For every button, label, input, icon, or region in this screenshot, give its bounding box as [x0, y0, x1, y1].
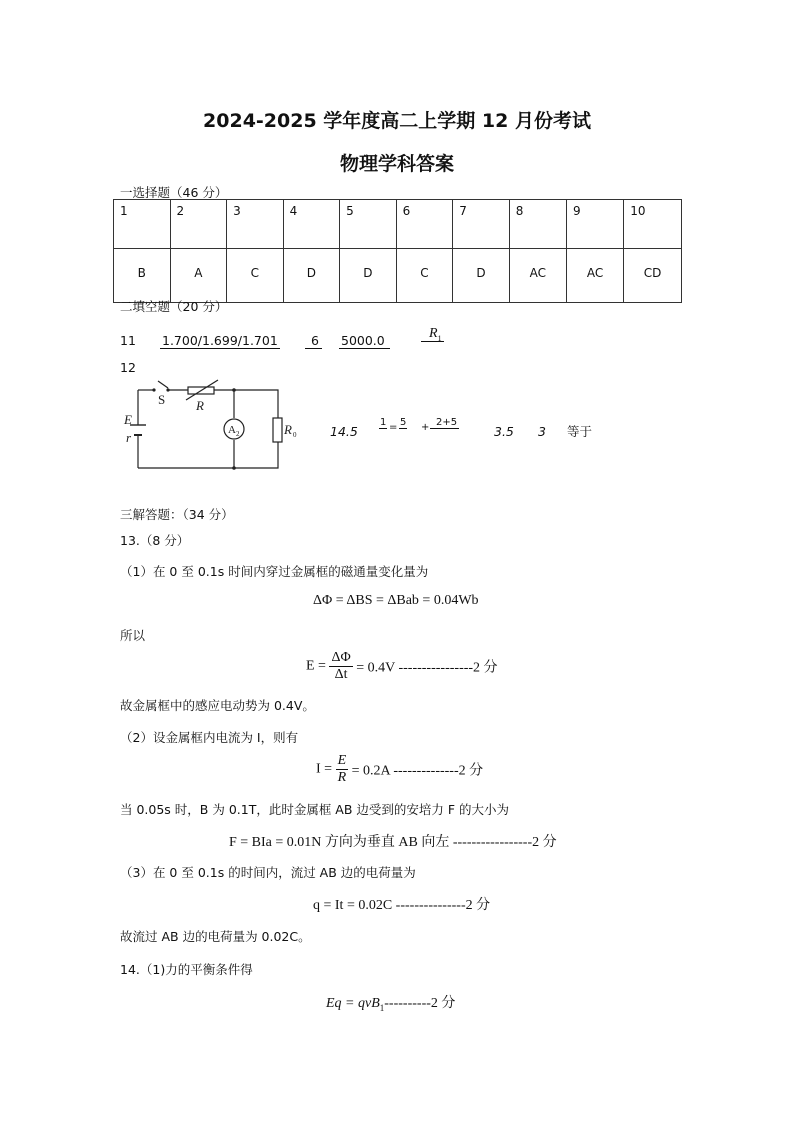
- switch-contact-left: [152, 388, 155, 391]
- q12-answer-2-num-text: 2+5: [430, 417, 459, 429]
- label-e: E: [124, 412, 132, 427]
- switch-contact-right: [166, 388, 169, 391]
- table-cell-answer: D: [283, 249, 340, 303]
- switch-lever: [158, 381, 168, 388]
- q12-answer-2-rhs-text: 5: [400, 417, 407, 428]
- q11-number: 11: [120, 333, 136, 348]
- q12-answer-2-num: [430, 417, 459, 428]
- table-cell-answer: A: [170, 249, 227, 303]
- label-r-internal: r: [126, 430, 132, 445]
- q11-answer-2-text: 6: [305, 333, 322, 349]
- junction-top: [232, 388, 236, 392]
- label-r0-sub: 0: [293, 431, 297, 439]
- q13-eq2-rhs: = 0.4V ----------------2 分: [356, 660, 498, 676]
- q12-answer-2-lhs: [379, 417, 387, 428]
- q12-answer-2-eq: =: [389, 422, 398, 433]
- q14-heading: 14.（1)力的平衡条件得: [120, 962, 253, 977]
- q13-so: 所以: [120, 628, 146, 643]
- q13-eq2-fraction: [329, 650, 352, 683]
- table-cell-answer: D: [453, 249, 510, 303]
- q13-eq3-lhs: I =: [316, 761, 333, 777]
- q13-eq3-fraction: [336, 753, 349, 786]
- q11-answer-2: [305, 333, 322, 348]
- table-cell-number: 5: [340, 200, 397, 249]
- q13-eq2: [306, 650, 498, 683]
- table-cell-answer: AC: [566, 249, 623, 303]
- q14-eq1: [326, 992, 455, 1013]
- q13-eq3-rhs: = 0.2A --------------2 分: [351, 763, 484, 779]
- page-title: 2024-2025 学年度高二上学期 12 月份考试: [203, 110, 591, 132]
- label-ammeter-sub: 2: [236, 430, 240, 438]
- q11-answer-1-text: 1.700/1.699/1.701: [162, 333, 278, 348]
- table-cell-answer: B: [114, 249, 171, 303]
- rheostat-arrow: [186, 380, 218, 400]
- q11-answer-4: [421, 326, 444, 343]
- q13-eq2-numerator: ΔΦ: [331, 650, 351, 665]
- q11-answer-3: [339, 333, 390, 348]
- q14-eq1-main: Eq = qvB: [326, 996, 380, 1011]
- q13-heading: 13.（8 分）: [120, 533, 190, 548]
- q13-eq2-denominator: Δt: [334, 667, 348, 682]
- page-subtitle: 物理学科答案: [339, 153, 454, 175]
- label-ammeter: A: [228, 424, 236, 436]
- q13-eq3-denominator: R: [337, 770, 347, 785]
- q14-eq1-tail: ----------2 分: [384, 996, 456, 1011]
- q13-part2-force-text: 当 0.05s 时，B 为 0.1T，此时金属框 AB 边受到的安培力 F 的大小为: [120, 802, 510, 817]
- q12-answer-2-rhs: [399, 417, 407, 428]
- q13-eq3-numerator: E: [337, 753, 347, 768]
- q13-eq3: [316, 753, 483, 786]
- q13-part3-conclusion: 故流过 AB 边的电荷量为 0.02C。: [120, 929, 311, 944]
- q11-answer-4-sub: 1: [437, 333, 442, 343]
- junction-bottom: [232, 466, 236, 470]
- wire-top-right: [214, 390, 278, 418]
- q13-part3-text: （3）在 0 至 0.1s 的时间内，流过 AB 边的电荷量为: [120, 865, 416, 880]
- q12-answer-2-plus: +: [421, 422, 430, 433]
- q13-part1-text: （1）在 0 至 0.1s 时间内穿过金属框的磁通量变化量为: [120, 564, 429, 579]
- table-cell-answer: D: [340, 249, 397, 303]
- table-cell-number: 9: [566, 200, 623, 249]
- q11-answer-1: [160, 333, 280, 348]
- table-cell-number: 3: [227, 200, 284, 249]
- q13-part1-conclusion: 故金属框中的感应电动势为 0.4V。: [120, 698, 315, 713]
- table-cell-answer: C: [396, 249, 453, 303]
- table-cell-number: 4: [283, 200, 340, 249]
- table-cell-answer: CD: [624, 249, 682, 303]
- wire-bottom: [138, 442, 278, 468]
- q12-answer-1: 14.5: [330, 424, 358, 439]
- q12-answer-5: 等于: [567, 424, 593, 439]
- q13-eq1: ΔΦ = ΔBS = ΔBab = 0.04Wb: [313, 593, 479, 608]
- label-s: S: [158, 392, 166, 407]
- q12-answer-2-lhs-text: 1: [380, 417, 387, 428]
- table-cell-number: 10: [624, 200, 682, 249]
- q11-answer-4-text: R: [429, 326, 438, 341]
- label-r: R: [196, 398, 204, 413]
- q13-eq2-lhs: E =: [306, 658, 326, 674]
- table-cell-number: 2: [170, 200, 227, 249]
- resistor-r0-body: [273, 418, 282, 442]
- q11-answer-3-text: 5000.0: [339, 333, 390, 349]
- q12-number: 12: [120, 360, 136, 375]
- q13-part2-text: （2）设金属框内电流为 I，则有: [120, 730, 299, 745]
- q13-eq5: q = It = 0.02C ---------------2 分: [313, 898, 491, 913]
- q12-answer-3: 3.5: [494, 424, 514, 439]
- table-cell-number: 6: [396, 200, 453, 249]
- section-heading-fill: 二填空题（20 分）: [120, 299, 228, 314]
- label-r0: R: [284, 422, 292, 437]
- circuit-diagram: [120, 380, 297, 472]
- table-cell-number: 7: [453, 200, 510, 249]
- table-cell-number: 1: [114, 200, 171, 249]
- section-heading-choice: 一选择题（46 分）: [120, 185, 228, 200]
- table-cell-answer: C: [227, 249, 284, 303]
- table-cell-number: 8: [509, 200, 566, 249]
- q13-eq4: F = BIa = 0.01N 方向为垂直 AB 向左 -----------------2 分: [229, 835, 557, 850]
- q12-answer-4: 3: [538, 424, 546, 439]
- table-cell-answer: AC: [509, 249, 566, 303]
- q14-eq1-sub: 1: [379, 1002, 385, 1013]
- section-heading-solve: 三解答题：（34 分）: [120, 507, 234, 522]
- answer-table: [113, 199, 682, 303]
